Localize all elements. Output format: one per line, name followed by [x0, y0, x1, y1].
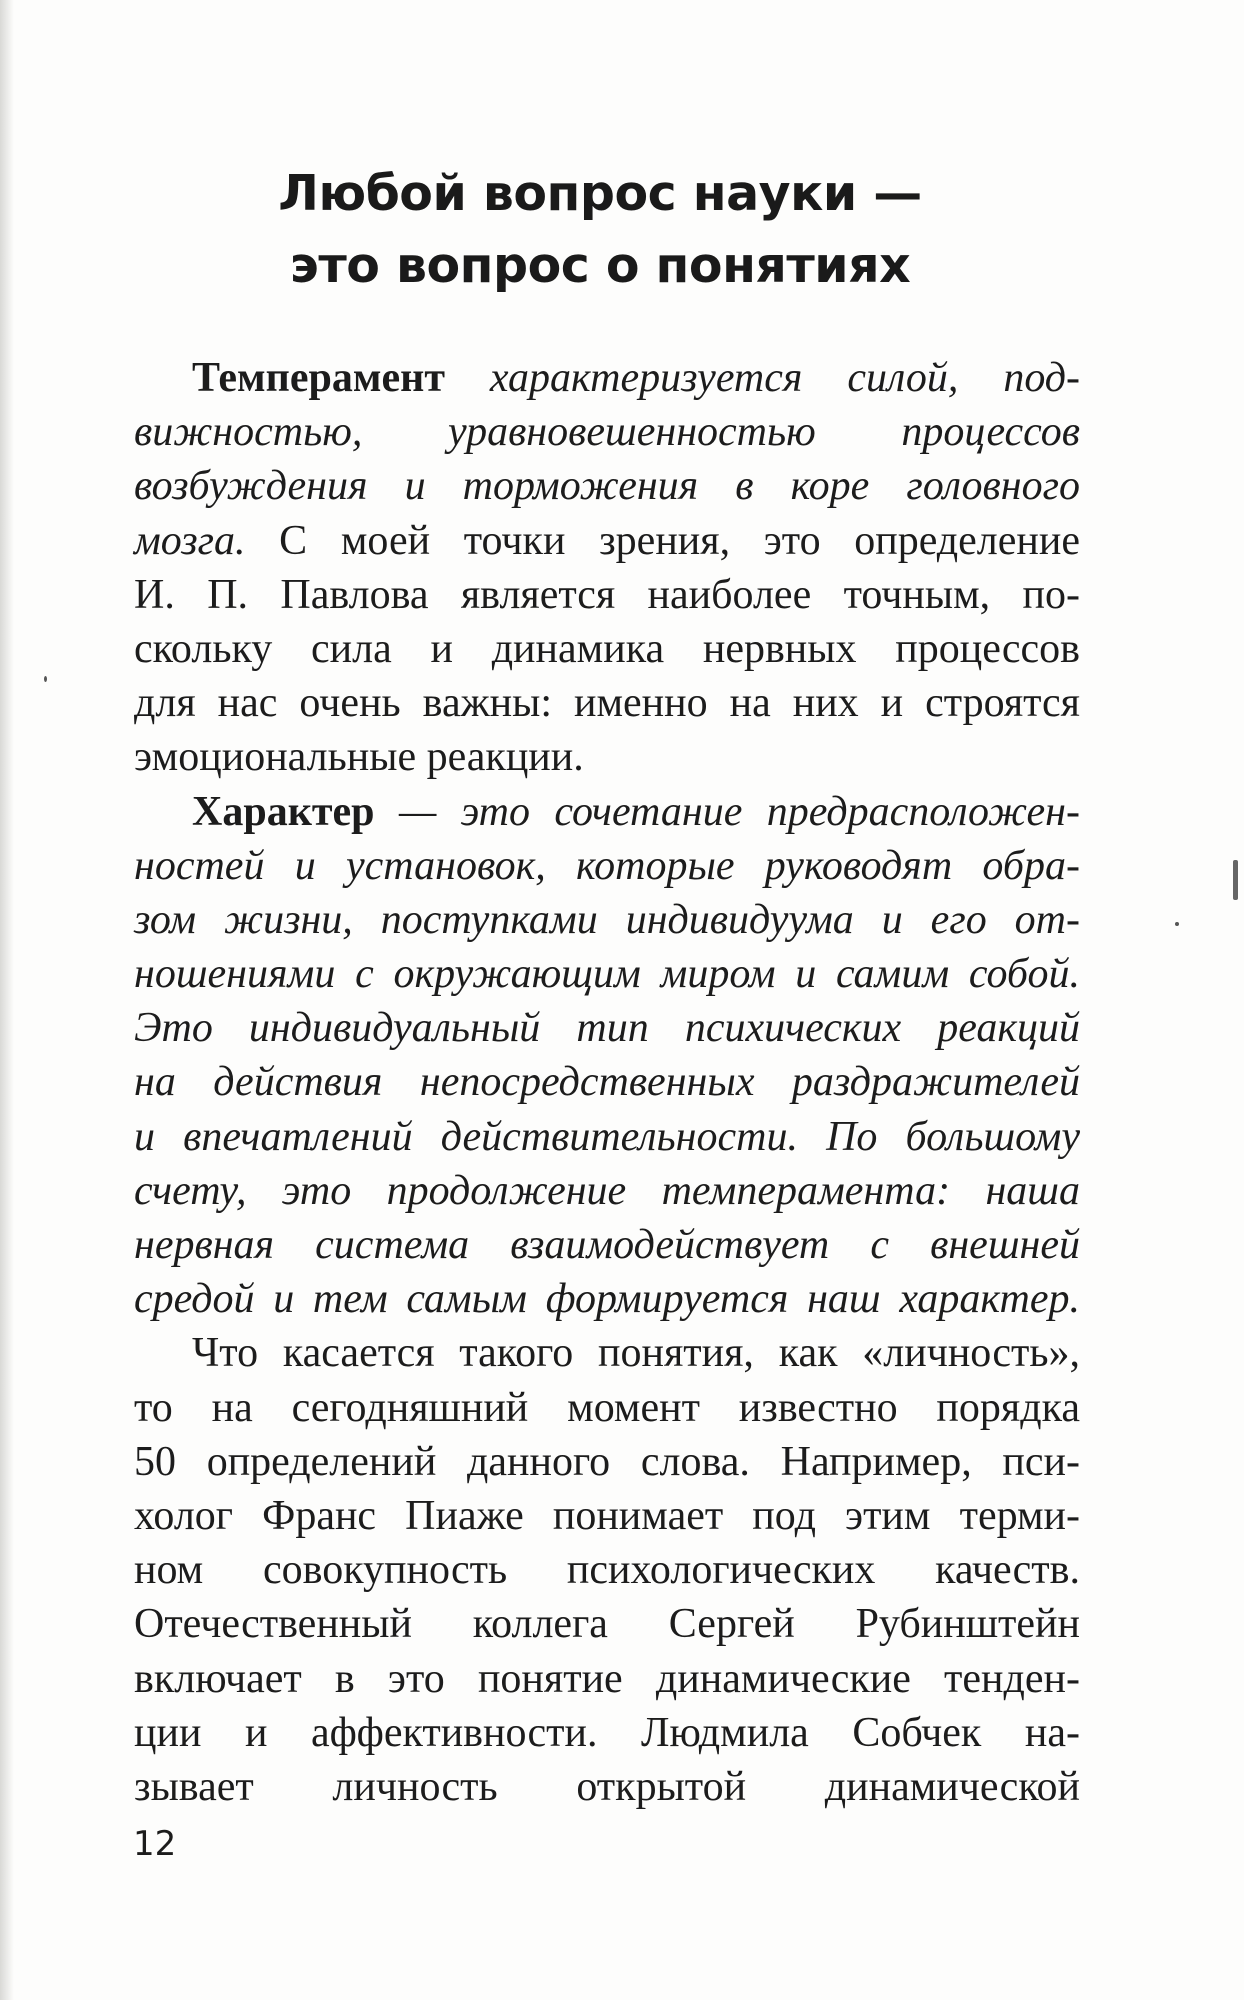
paragraph-2-line: средой и тем самым формируется наш характер.	[134, 1276, 1080, 1323]
heading-line-2: это вопрос о понятиях	[289, 237, 911, 294]
paragraph-2-line: и впечатлений действительности. По большому	[134, 1113, 1080, 1160]
paragraph-1-line: возбуждения и торможения в коре головного	[134, 463, 1080, 510]
section-heading	[120, 158, 1080, 302]
paragraph-3-line: включает в это понятие динамические тенден-	[134, 1655, 1080, 1702]
paragraph-3-line: 50 определений данного слова. Например, пси-	[134, 1438, 1080, 1485]
paragraph-1-line	[134, 514, 1080, 568]
page-number: 12	[133, 1824, 177, 1864]
text-fragment: С моей точки зрения, это определение	[245, 517, 1080, 564]
text-fragment: — это сочетание предрасположен-	[374, 788, 1080, 835]
print-speck	[44, 676, 47, 682]
paragraph-2-line: зом жизни, поступками индивидуума и его от-	[134, 896, 1080, 943]
paragraph-1-line: И. П. Павлова является наиболее точным, по-	[134, 571, 1080, 618]
paragraph-2-line: ношениями с окружающим миром и самим собой.	[134, 951, 1080, 998]
paragraph-1-line: для нас очень важны: именно на них и строятся	[134, 680, 1080, 727]
paragraph-3-line: холог Франс Пиаже понимает под этим терми-	[134, 1492, 1080, 1539]
text-fragment: характеризуется силой, под-	[444, 355, 1080, 401]
term-character: Характер	[192, 788, 375, 835]
paragraph-1-line: вижностью, уравновешенностью процессов	[134, 409, 1080, 456]
paragraph-2-line: на действия непосредственных раздражителей	[134, 1059, 1080, 1106]
paragraph-3-line: ном совокупность психологических качеств.	[134, 1547, 1080, 1594]
paragraph-3-line: ции и аффективности. Людмила Собчек на-	[134, 1709, 1080, 1756]
paragraph-1-line	[134, 351, 1080, 405]
paragraph-2-line: Это индивидуальный тип психических реакций	[134, 1005, 1080, 1052]
paragraph-3-line: то на сегодняшний момент известно порядка	[134, 1384, 1080, 1431]
paragraph-2-line: ностей и установок, которые руководят обра-	[134, 842, 1080, 889]
paragraph-2-line: нервная система взаимодействует с внешней	[134, 1222, 1080, 1268]
paragraph-3-line: Отечественный коллега Сергей Рубинштейн	[134, 1601, 1080, 1648]
print-speck	[1175, 922, 1179, 926]
paragraph-3-line: зывает личность открытой динамической	[134, 1763, 1080, 1810]
paragraph-1-line: эмоциональные реакции.	[134, 734, 584, 781]
heading-line-1: Любой вопрос науки —	[278, 165, 922, 222]
paragraph-2-line: счету, это продолжение темперамента: наша	[134, 1167, 1080, 1214]
body-text	[134, 351, 1080, 1814]
term-temperament: Темперамент	[192, 355, 445, 401]
print-speck	[1233, 860, 1238, 900]
paragraph-3-line: Что касается такого понятия, как «личность»,	[192, 1330, 1080, 1377]
paragraph-2-line	[134, 785, 1080, 839]
page-edge-shadow	[0, 0, 14, 2000]
paragraph-1-line: скольку сила и динамика нервных процессов	[134, 625, 1080, 672]
text-fragment: мозга.	[134, 517, 246, 564]
